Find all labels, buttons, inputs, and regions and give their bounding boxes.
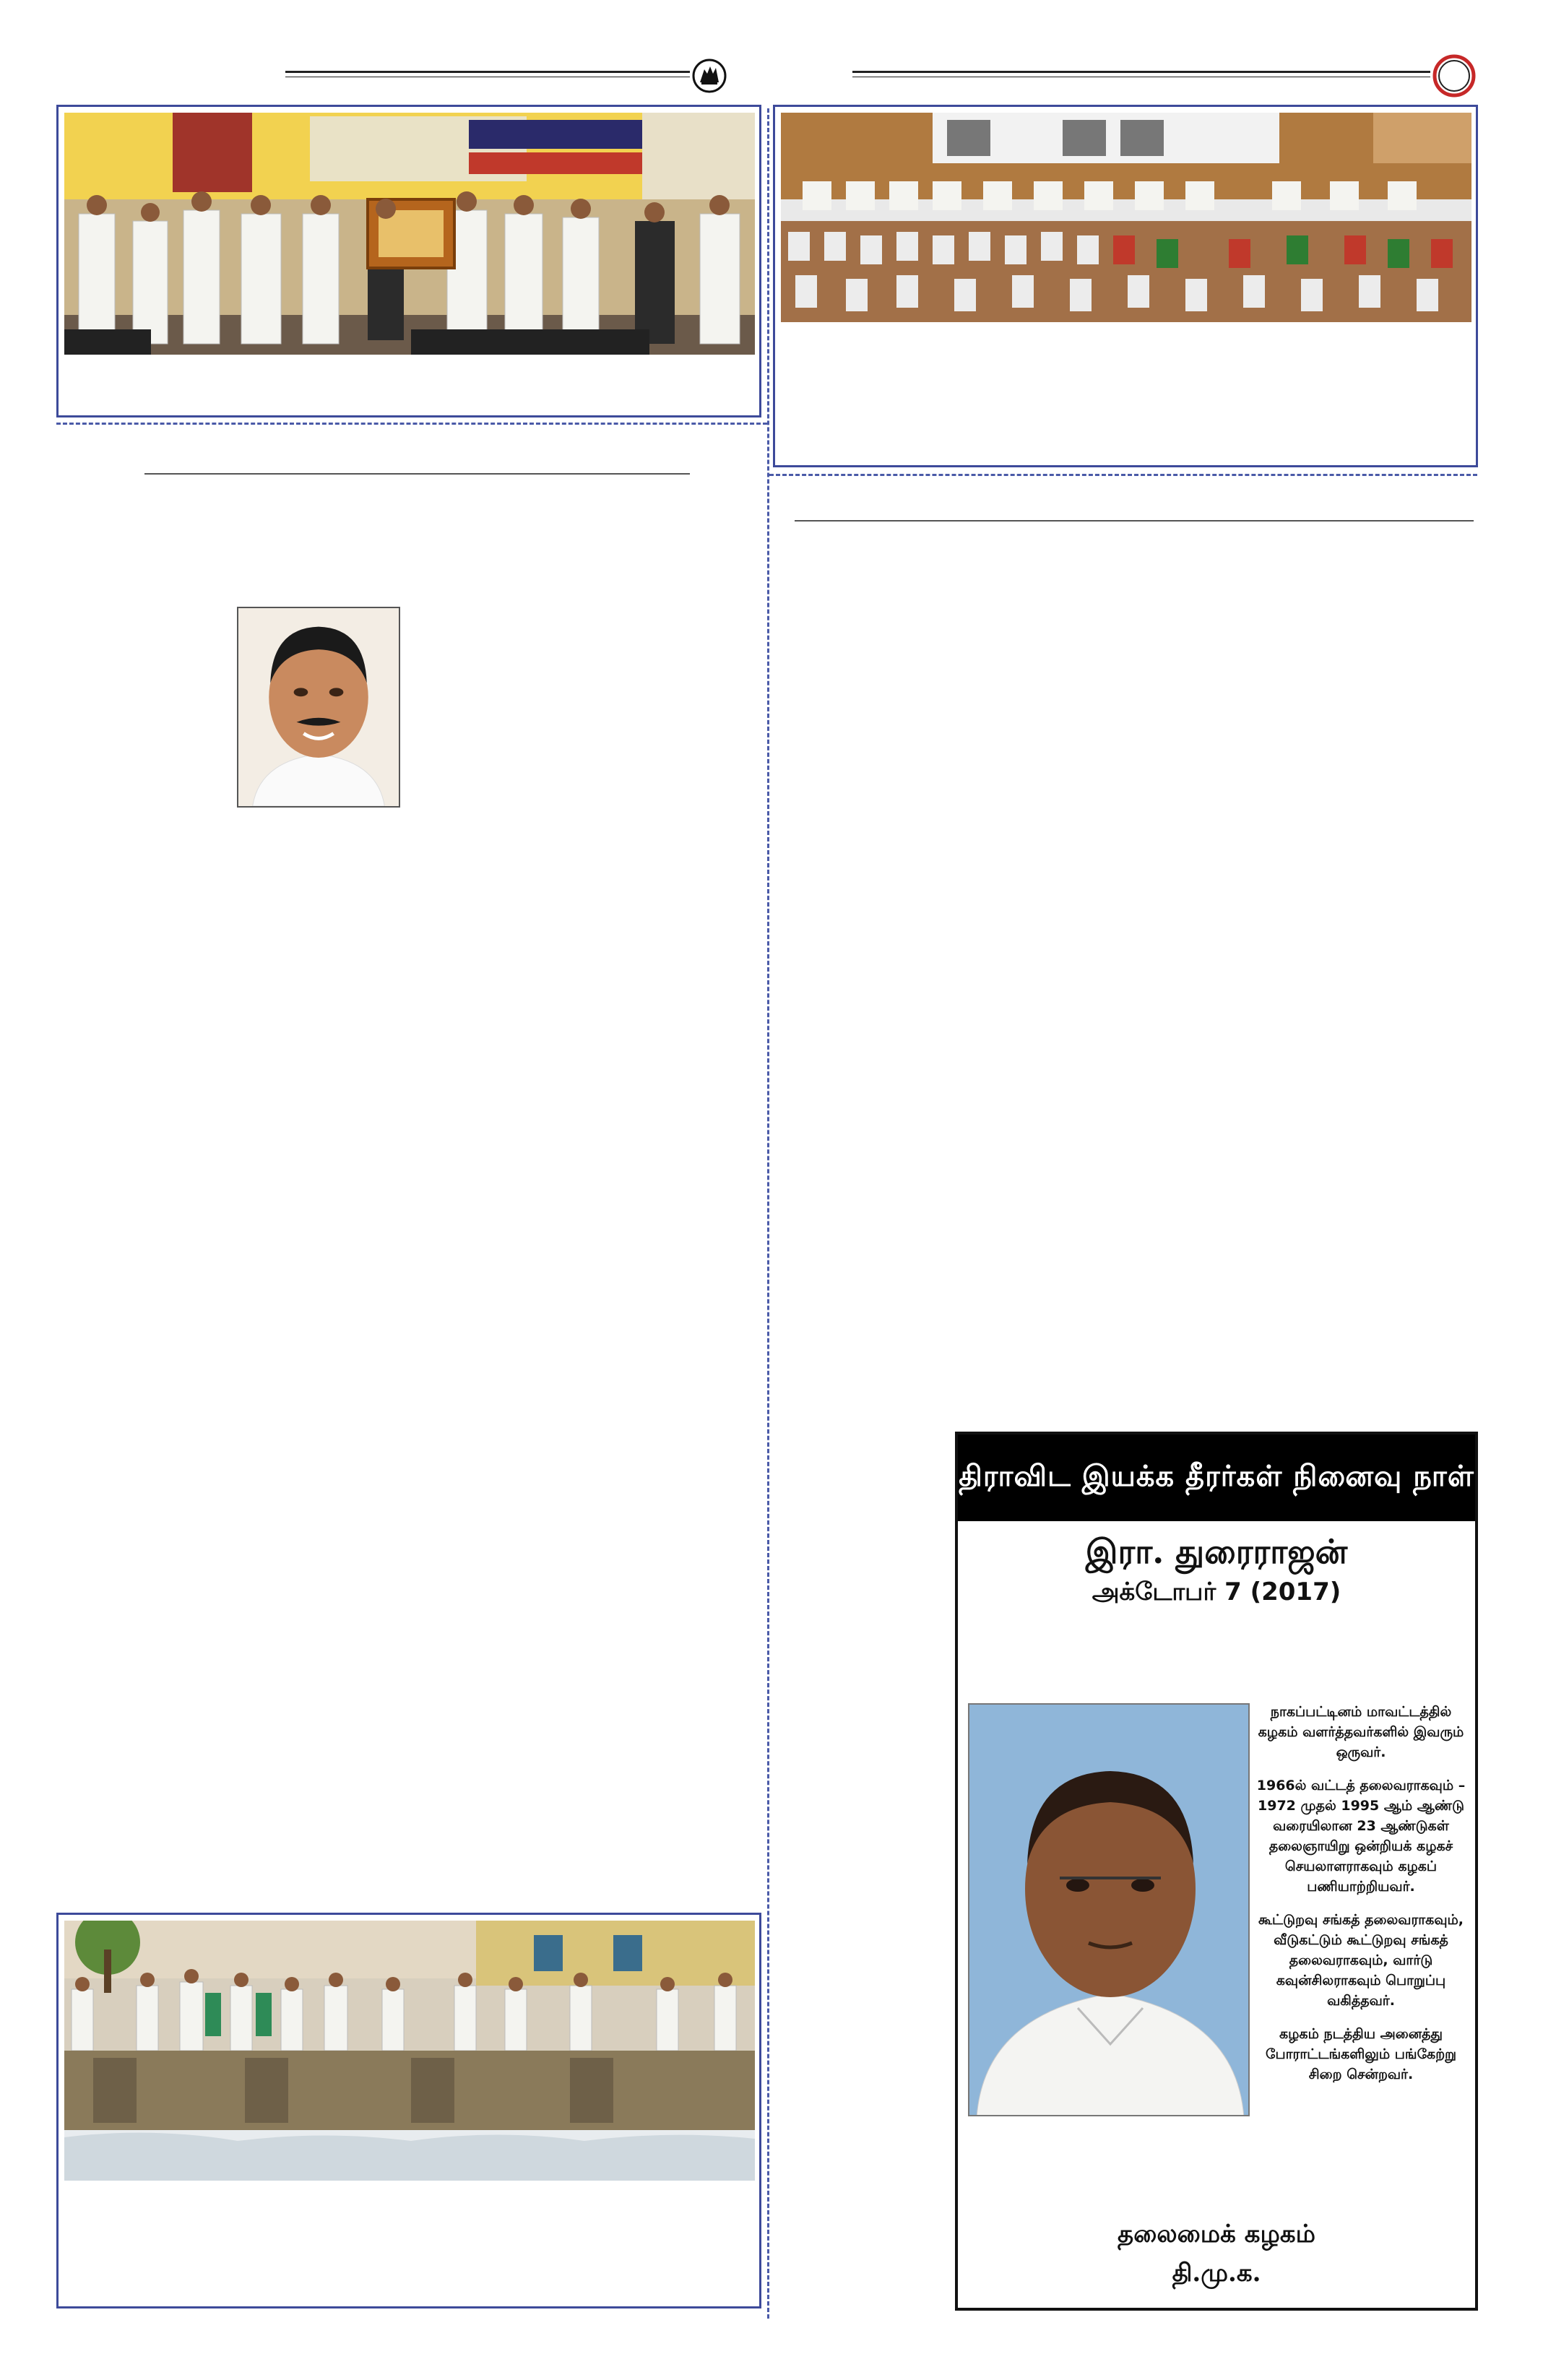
memorial-biography: [1253, 1702, 1469, 2098]
memorial-paragraph: கழகம் நடத்திய அனைத்து போராட்டங்களிலும் பங்கேற்று சிறை சென்றவர்.: [1265, 2026, 1457, 2082]
masthead-rule-right: [852, 71, 1430, 73]
section-divider-right: [769, 474, 1477, 476]
memorial-header: திராவிட இயக்க தீரர்கள் நினைவு நாள்: [958, 1435, 1475, 1521]
portrait-photo: [237, 607, 400, 808]
memorial-name: இரா. துரைராஜன்: [1085, 1532, 1348, 1571]
column-divider: [767, 108, 769, 2319]
memorial-paragraph: கூட்டுறவு சங்கத் தலைவராகவும், வீடுகட்டும் கூட்டுறவு சங்கத் தலைவராகவும், வார்டு கவுன்சிலராகவும் பொறுப்பு வகித்தவர்.: [1258, 1912, 1464, 2009]
article-rule-left: [144, 473, 690, 475]
photo-box-bottom-left: [56, 1913, 761, 2308]
photo-box-top-right: [773, 105, 1478, 467]
photo-meeting-hall: [781, 113, 1471, 322]
memorial-notice: [955, 1432, 1478, 2311]
memorial-footer-party: தி.மு.க.: [1172, 2259, 1261, 2288]
memorial-footer: [958, 2215, 1475, 2293]
rising-sun-emblem-icon: [691, 58, 727, 94]
memorial-portrait: [968, 1703, 1250, 2116]
memorial-footer-org: தலைமைக் கழகம்: [1118, 2220, 1315, 2249]
article-rule-right: [795, 520, 1474, 522]
memorial-date: அக்டோபர் 7 (2017): [1092, 1578, 1341, 1606]
page-circle-icon: [1432, 53, 1477, 98]
memorial-paragraph: 1966ல் வட்டத் தலைவராகவும் – 1972 முதல் 1995 ஆம் ஆண்டு வரையிலான 23 ஆண்டுகள் தலைஞாயிறு ஒன்றியக் கழகச் செயலாளராகவும் கழகப் பணியாற்றியவர்.: [1256, 1778, 1466, 1895]
section-divider-left: [56, 423, 767, 425]
photo-box-top-left: [56, 105, 761, 417]
memorial-paragraph: நாகப்பட்டினம் மாவட்டத்தில் கழகம் வளர்த்தவர்களில் இவரும் ஒருவர்.: [1258, 1704, 1464, 1760]
photo-water-release: [64, 1921, 755, 2181]
photo-ceremony-stage: [64, 113, 755, 355]
masthead-rule-left: [285, 71, 690, 73]
